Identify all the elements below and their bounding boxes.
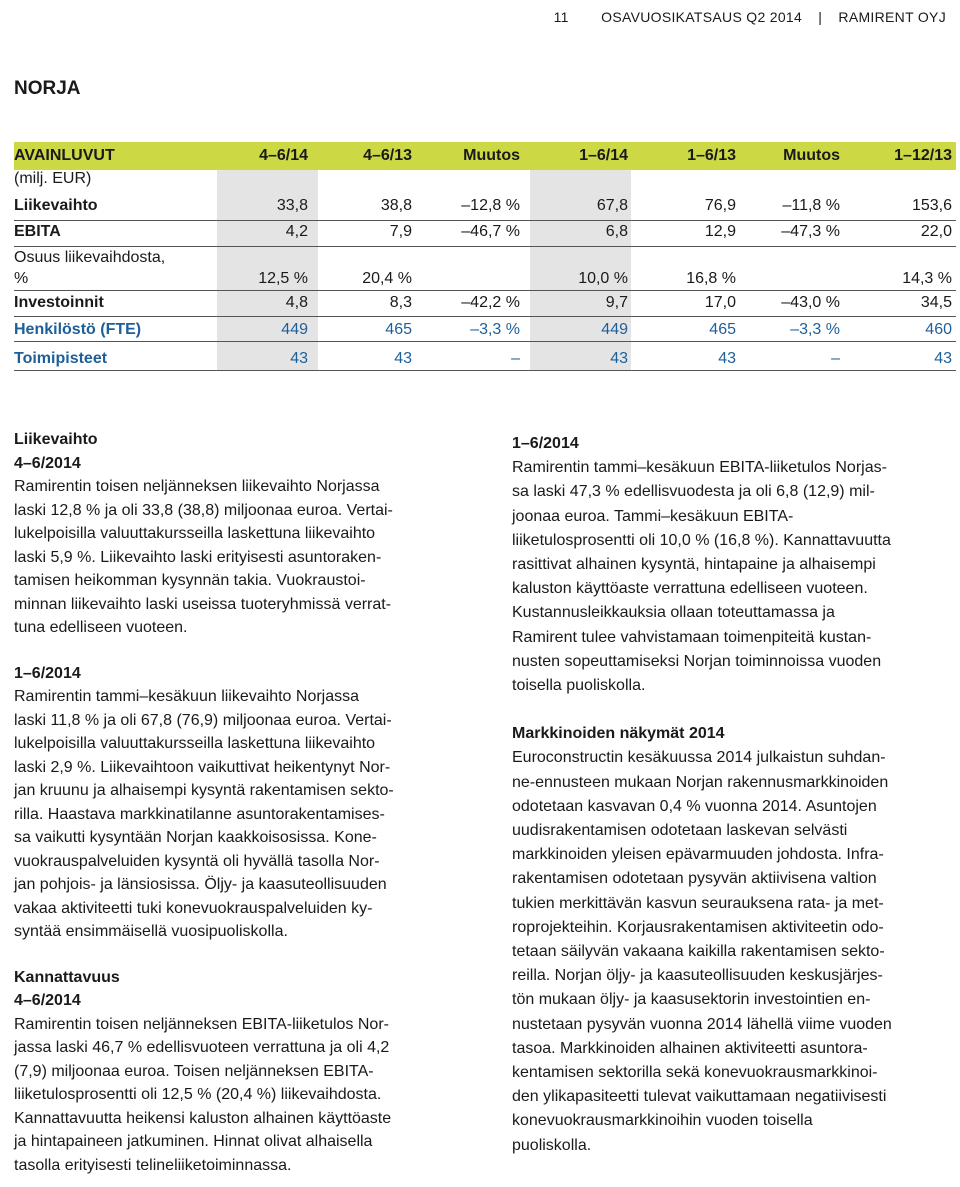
table-cell: 465 (385, 321, 412, 338)
table-cell: –12,8 % (461, 197, 520, 214)
table-cell: 38,8 (380, 197, 412, 214)
table-cell: 7,9 (389, 223, 412, 240)
text-line: liiketulosprosentti oli 10,0 % (16,8 %). Kannattavuutta (512, 531, 891, 549)
table-cell: – (831, 350, 840, 367)
text-line: tuna edelliseen vuoteen. (14, 619, 188, 636)
row-label: Investoinnit (14, 294, 104, 311)
table-cell: 34,5 (920, 294, 952, 311)
table-cell: 43 (610, 350, 628, 367)
text-line: lukelpoisilla valuuttakursseilla laskettuna liikevaihto (14, 735, 376, 752)
text-line: ja hintapaineen jatkuminen. Hinnat olivat alhaisella (14, 1133, 373, 1150)
text-line: jan kruunu ja alhaisempi kysyntä rakentamisen sekto- (14, 782, 394, 799)
text-line: nustetaan pysyvän vuonna 2014 lähellä viime vuoden (512, 1015, 892, 1033)
row-label: EBITA (14, 223, 61, 240)
text-line: Kustannusleikkauksia ollaan toteuttamassa ja (512, 604, 835, 622)
company-name: RAMIRENT OYJ (838, 9, 946, 25)
text-line: tukien merkittävän kasvun seurauksena rata- ja met- (512, 894, 884, 912)
text-line: (7,9) miljoonaa euroa. Toisen neljänneksen EBITA- (14, 1062, 374, 1080)
text-line: ne-ennusteen mukaan Norjan rakennusmarkkinoiden (512, 773, 889, 791)
table-cell: –43,0 % (781, 294, 840, 311)
text-line: nusten sopeuttamiseksi Norjan toiminnoissa vuoden (512, 652, 882, 670)
column-header: 4–6/13 (363, 147, 412, 164)
row-label: Osuus liikevaihdosta, (14, 249, 166, 266)
table-cell: 153,6 (911, 197, 952, 214)
paragraph (512, 746, 952, 1157)
text-line: odotetaan kasvavan 0,4 % vuonna 2014. Asuntojen (512, 797, 877, 815)
column-header: Muutos (463, 147, 520, 164)
text-line: jan pohjois- ja länsiosissa. Öljy- ja kaasuteollisuuden (14, 876, 387, 893)
text-line: joonaa euroa. Tammi–kesäkuun EBITA- (512, 507, 794, 525)
text-line: konevuokrausmarkkinoihin vuoden toisella (512, 1112, 813, 1130)
page-header: 11 OSAVUOSIKATSAUS Q2 2014 | RAMIRENT OYJ (553, 9, 946, 25)
text-line: rilla. Haastava markkinatilanne asuntorakentamises- (14, 805, 385, 823)
subheading-q2: 4–6/2014 (14, 992, 81, 1009)
table-cell: –46,7 % (461, 223, 520, 240)
text-line: kaluston käyttöaste verrattuna edelliseen vuoteen. (512, 580, 868, 598)
left-text-column (14, 428, 454, 1177)
key-figures-table (14, 142, 956, 372)
table-cell: 4,8 (285, 294, 308, 311)
paragraph (14, 1013, 454, 1178)
text-line: Ramirentin toisen neljänneksen EBITA-liiketulos Nor- (14, 1015, 389, 1033)
text-line: tön mukaan öljy- ja kaasusektorin investointien en- (512, 991, 871, 1009)
text-line: minnan liikevaihto laski useissa tuoteryhmissä verrat- (14, 595, 392, 613)
table-cell: 43 (934, 350, 952, 367)
text-line: liiketulosprosentti oli 12,5 % (20,4 %) liikevaihdosta. (14, 1086, 382, 1103)
table-cell: 449 (281, 321, 308, 338)
text-line: vuokrauspalveluiden kysyntä oli hyvällä tasolla Nor- (14, 852, 380, 870)
table-cell: 20,4 % (362, 270, 412, 287)
text-line: tasolla erityisesti telineliiketoiminnassa. (14, 1156, 292, 1174)
table-cell: 10,0 % (578, 270, 628, 287)
table-cell: – (511, 350, 520, 367)
paragraph (512, 456, 952, 698)
column-header: 1–6/14 (579, 147, 628, 164)
text-line: syntää ensimmäisellä vuosipuoliskolla. (14, 923, 288, 940)
text-line: jassa laski 46,7 % edellisvuoteen verrattuna ja oli 4,2 (14, 1039, 390, 1056)
text-line: puoliskolla. (512, 1136, 592, 1154)
text-line: markkinoiden yleisen epävarmuuden johdosta. Infra- (512, 846, 884, 864)
paragraph (14, 475, 454, 640)
table-cell: –42,2 % (461, 294, 520, 311)
table-cell: 12,9 (704, 223, 736, 240)
text-line: lukelpoisilla valuuttakursseilla laskettuna liikevaihto (14, 525, 376, 542)
text-line: Ramirentin toisen neljänneksen liikevaihto Norjassa (14, 478, 380, 495)
table-cell: –47,3 % (781, 223, 840, 240)
text-line: Ramirentin tammi–kesäkuun liikevaihto Norjassa (14, 688, 360, 705)
table-cell: 67,8 (596, 197, 628, 214)
subheading-h1: 1–6/2014 (512, 435, 579, 452)
heading-revenue: Liikevaihto (14, 431, 98, 448)
table-cell: 449 (601, 321, 628, 338)
table-cell: –11,8 % (782, 197, 840, 214)
text-line: laski 12,8 % ja oli 33,8 (38,8) miljoonaa euroa. Vertai- (14, 501, 393, 519)
text-line: sa laski 47,3 % edellisvuodesta ja oli 6,8 (12,9) mil- (512, 483, 875, 501)
paragraph (14, 685, 454, 944)
text-line: roprojekteihin. Korjausrakentamisen aktiviteetin odo- (512, 918, 884, 936)
text-line: laski 2,9 %. Liikevaihtoon vaikuttivat heikentynyt Nor- (14, 758, 391, 776)
page-number: 11 (553, 9, 569, 25)
table-cell: 17,0 (704, 294, 736, 311)
text-line: laski 5,9 %. Liikevaihto laski erityisesti asuntoraken- (14, 548, 382, 566)
table-cell: –3,3 % (470, 321, 520, 338)
row-label: Liikevaihto (14, 197, 98, 214)
table-cell: 4,2 (285, 223, 308, 240)
table-cell: 16,8 % (686, 270, 736, 287)
table-cell: 43 (290, 350, 308, 367)
table-title: AVAINLUVUT (14, 147, 115, 164)
text-line: sa vaikutti kysyntään Norjan kaakkoisosissa. Kone- (14, 829, 377, 846)
table-cell: 12,5 % (258, 270, 308, 287)
text-line: rakentamisen odotetaan pysyvän aktiivisena valtion (512, 870, 877, 888)
table-cell: 43 (718, 350, 736, 367)
text-line: Ramirentin tammi–kesäkuun EBITA-liiketulos Norjas- (512, 459, 887, 477)
table-cell: 9,7 (605, 294, 628, 311)
text-line: Euroconstructin kesäkuussa 2014 julkaistun suhdan- (512, 749, 886, 767)
text-line: uudisrakentamisen odotetaan laskevan selvästi (512, 822, 848, 840)
table-cell: 43 (394, 350, 412, 367)
subheading-q2: 4–6/2014 (14, 454, 81, 472)
table-cell: 22,0 (920, 223, 952, 240)
table-cell: 33,8 (276, 197, 308, 214)
row-label: Toimipisteet (14, 350, 108, 367)
row-label-line2: % (14, 270, 29, 287)
text-line: laski 11,8 % ja oli 67,8 (76,9) miljoonaa euroa. Vertai- (14, 711, 392, 729)
table-cell: 460 (925, 321, 952, 338)
table-cell: 8,3 (389, 294, 412, 311)
row-label: Henkilöstö (FTE) (14, 321, 142, 338)
table-cell: –3,3 % (790, 321, 840, 338)
table-unit: (milj. EUR) (14, 170, 92, 187)
text-line: vakaa aktiviteetti tuki konevuokrauspalveluiden ky- (14, 899, 373, 917)
heading-market-outlook: Markkinoiden näkymät 2014 (512, 725, 725, 743)
table-row (14, 249, 956, 293)
text-line: toisella puoliskolla. (512, 677, 646, 695)
heading-profitability: Kannattavuus (14, 968, 120, 986)
text-line: den ylikapasiteetti tulevat vaikuttamaan negatiivisesti (512, 1088, 887, 1106)
text-line: rasittivat alhainen kysyntä, hintapaine ja alhaisempi (512, 556, 876, 574)
text-line: tetaan säilyvän vakaana kaikilla rakentamisen sekto- (512, 943, 885, 961)
text-line: tamisen heikomman kysynnän takia. Vuokraustoi- (14, 572, 366, 589)
table-cell: 6,8 (605, 223, 628, 240)
text-line: Ramirent tulee vahvistamaan toimenpiteitä kustan- (512, 628, 872, 646)
column-header: 1–6/13 (687, 147, 736, 164)
text-line: reilla. Norjan öljy- ja kaasuteollisuuden keskusjärjes- (512, 967, 883, 985)
table-cell: 465 (709, 321, 736, 338)
column-header: 1–12/13 (894, 147, 952, 164)
section-title: NORJA (14, 78, 81, 99)
text-line: tasoa. Markkinoiden alhainen aktiviteetti asuntora- (512, 1039, 868, 1057)
text-line: Kannattavuutta heikensi kaluston alhainen käyttöaste (14, 1109, 392, 1127)
table-cell: 76,9 (704, 197, 736, 214)
report-title: OSAVUOSIKATSAUS Q2 2014 (601, 9, 803, 25)
column-header: 4–6/14 (259, 147, 308, 164)
table-cell: 14,3 % (902, 270, 952, 287)
text-line: kentamisen sektorilla sekä konevuokrausmarkkinoi- (512, 1064, 878, 1082)
subheading-h1: 1–6/2014 (14, 664, 81, 682)
right-text-column (512, 432, 952, 1158)
column-header: Muutos (783, 147, 840, 164)
